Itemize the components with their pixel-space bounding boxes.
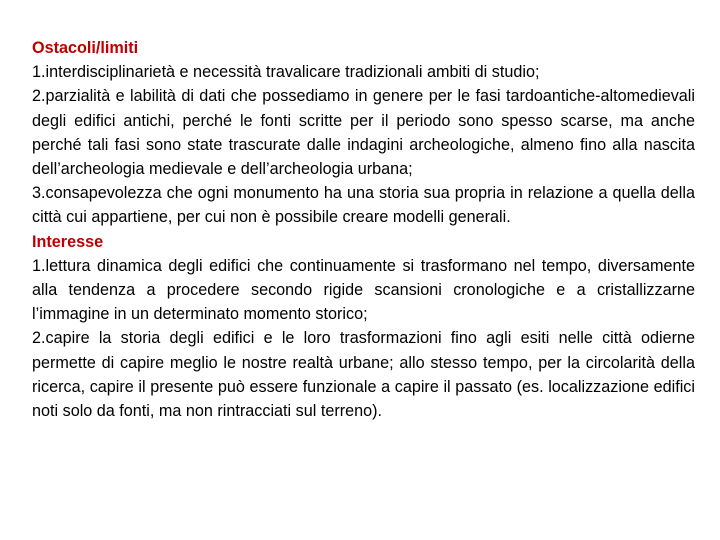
section-heading-obstacles: Ostacoli/limiti: [32, 39, 139, 57]
interest-item-2: 2.capire la storia degli edifici e le loro trasformazioni fino agli esiti nelle città odierne permette di capire meglio le nostre realtà urbane; allo stesso tempo, per la circolarità della ricerca, capire il presente può essere funzionale a capire il passato (es. localizzazione edifici noti solo da fonti, ma non rintracciati sul terreno).: [32, 329, 695, 421]
obstacle-item-1: 1.interdisciplinarietà e necessità travalicare tradizionali ambiti di studio;: [32, 63, 540, 82]
obstacle-item-3: 3.consapevolezza che ogni monumento ha una storia sua propria in relazione a quella della città cui appartiene, per cui non è possibile creare modelli generali.: [32, 184, 695, 227]
obstacle-item-2: 2.parzialità e labilità di dati che possediamo in genere per le fasi tardoantiche-altomedievali degli edifici antichi, perché le fonti scritte per il periodo sono spesso scarse, ma anche perché tali fasi sono state trascurate dalle indagini archeologiche, almeno fino alla nascita dell’archeologia medievale e dell’archeologia urbana;: [32, 87, 695, 179]
section-heading-interest: Interesse: [32, 232, 104, 251]
slide-body: [32, 36, 695, 423]
interest-item-1: 1.lettura dinamica degli edifici che continuamente si trasformano nel tempo, diversamente alla tendenza a procedere secondo rigide scansioni cronologiche e a cristallizzarne l’immagine in un determinato momento storico;: [32, 256, 695, 324]
